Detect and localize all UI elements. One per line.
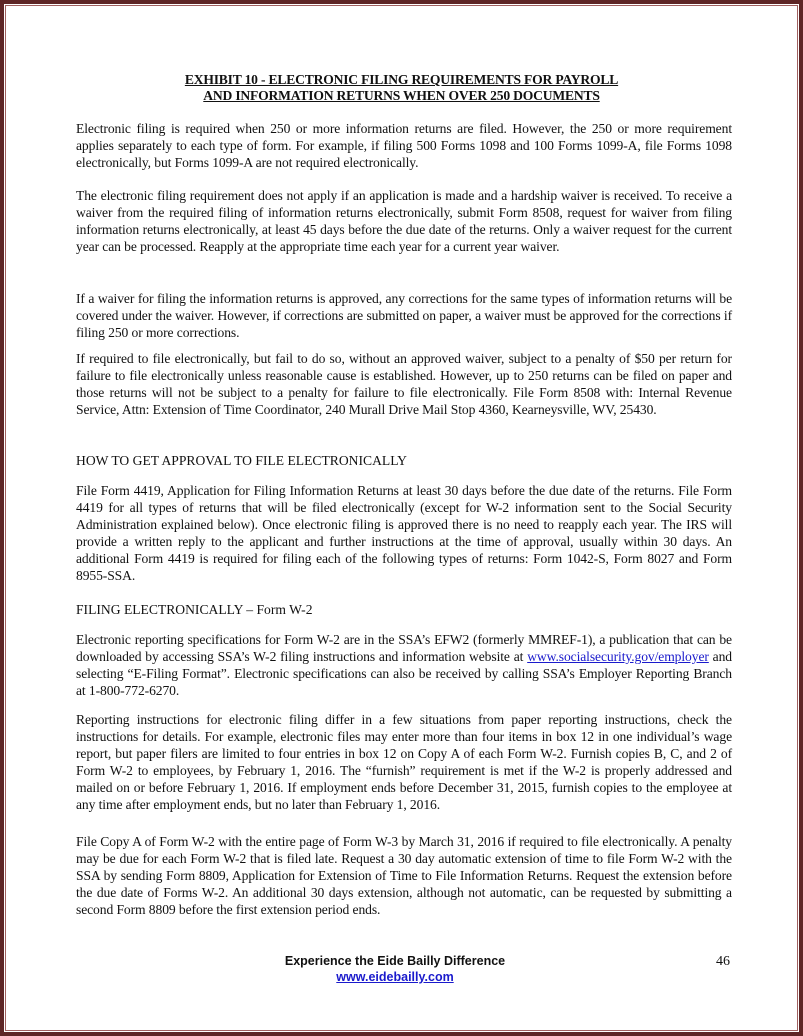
- footer-tagline: Experience the Eide Bailly Difference: [284, 954, 506, 968]
- paragraph-efw2: [76, 631, 732, 699]
- paragraph-corrections: If a waiver for filing the information returns is approved, any corrections for the same types of information returns will be covered under the waiver. However, if corrections are submitted on paper, a waiver must be approved for the corrections if filing 250 or more corrections.: [76, 291, 732, 340]
- heading-approval: HOW TO GET APPROVAL TO FILE ELECTRONICALLY: [76, 453, 407, 468]
- ssa-employer-link[interactable]: www.socialsecurity.gov/employer: [527, 649, 709, 664]
- footer-website-link[interactable]: www.eidebailly.com: [336, 970, 454, 984]
- paragraph-form-4419: File Form 4419, Application for Filing Information Returns at least 30 days before the due date of the returns. File Form 4419 for all types of returns that will be filed electronically (except for W-2 information sent to the Social Security Administration explained below). Once electronic filing is approved there is no need to reapply each year. The IRS will provide a written reply to the applicant and further instructions at the time of approval, usually within 30 days. An additional Form 4419 is required for filing each of the following types of returns: Form 1042-S, Form 8027 and Form 8955-SSA.: [76, 483, 732, 583]
- exhibit-title: [0, 72, 803, 104]
- paragraph-threshold: Electronic filing is required when 250 or more information returns are filed. However, the 250 or more requirement applies separately to each type of form. For example, if filing 500 Forms 1098 and 100 Forms 1099-A, file Forms 1098 electronically, but Forms 1099-A are not required electronically.: [76, 121, 732, 170]
- page-number: 46: [716, 954, 730, 969]
- heading-filing-w2: FILING ELECTRONICALLY – Form W-2: [76, 602, 313, 617]
- efw2-text-after: and selecting “E-Filing Format”. Electronic specifications can also be received by calling SSA’s Employer Reporting Branch at 1-800-772-6270.: [76, 649, 732, 698]
- paragraph-reporting-instructions: Reporting instructions for electronic filing differ in a few situations from paper reporting instructions, check the instructions for details. For example, electronic files may enter more than four items in box 12 in one individual’s wage report, but paper filers are limited to four entries in box 12 on Copy A of each Form W-2. Furnish copies B, C, and 2 of Form W-2 to employees, by February 1, 2016. The “furnish” requirement is met if the W-2 is properly addressed and mailed on or before February 1, 2016. If employment ends before December 31, 2015, furnish copies to the employee at any time after employment ends, but no later than February 1, 2016.: [76, 712, 732, 812]
- title-line-2: AND INFORMATION RETURNS WHEN OVER 250 DOCUMENTS: [203, 88, 600, 103]
- paragraph-copy-a-deadline: File Copy A of Form W-2 with the entire page of Form W-3 by March 31, 2016 if required to file electronically. A penalty may be due for each Form W-2 that is filed late. Request a 30 day automatic extension of time to file Form W-2 with the SSA by sending Form 8809, Application for Extension of Time to File Information Returns. Request the extension before the due date of Forms W-2. An additional 30 days extension, although not automatic, can be requested by submitting a second Form 8809 before the first extension period ends.: [76, 834, 732, 917]
- paragraph-penalty: If required to file electronically, but fail to do so, without an approved waiver, subject to a penalty of $50 per return for failure to file electronically unless reasonable cause is established. However, up to 250 returns can be filed on paper and those returns will not be subject to a penalty for failure to file electronically. File Form 8508 with: Internal Revenue Service, Attn: Extension of Time Coordinator, 240 Murall Drive Mail Stop 4360, Kearneysville, WV, 25430.: [76, 351, 732, 417]
- footer: [230, 953, 560, 985]
- efw2-text-before: Electronic reporting specifications for Form W-2 are in the SSA’s EFW2 (formerly MMREF-1), a publication that can be downloaded by accessing SSA’s W-2 filing instructions and information website at: [76, 632, 732, 664]
- paragraph-hardship-waiver: The electronic filing requirement does not apply if an application is made and a hardship waiver is received. To receive a waiver from the required filing of information returns electronically, submit Form 8508, request for waiver from filing information returns electronically, at least 45 days before the due date of the returns. Only a waiver request for the current year can be processed. Reapply at the appropriate time each year for a current year waiver.: [76, 188, 732, 254]
- title-line-1: EXHIBIT 10 - ELECTRONIC FILING REQUIREMENTS FOR PAYROLL: [184, 72, 619, 87]
